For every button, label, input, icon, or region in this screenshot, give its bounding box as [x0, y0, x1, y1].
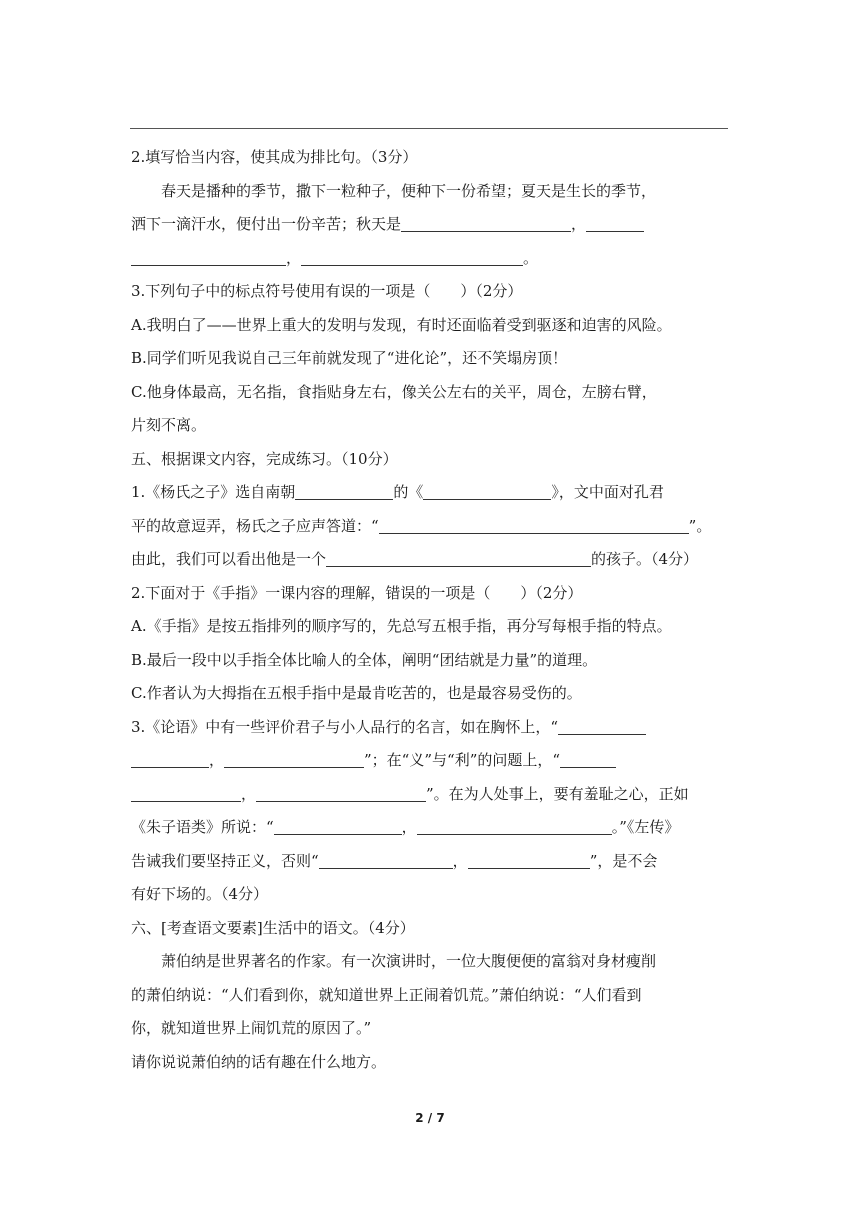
answer-blank[interactable] — [295, 481, 393, 500]
answer-blank[interactable] — [301, 247, 523, 266]
option-b: B.同学们听见我说自己三年前就发现了“进化论”，还不笑塌房顶！ — [131, 349, 568, 367]
option-c: C.他身体最高，无名指，食指贴身左右，像关公左右的关平，周仓，左膀右臂， — [131, 382, 657, 401]
question-line: 有好下场的。（4分） — [131, 885, 269, 903]
option-a: A.《手指》是按五指排列的顺序写的，先总写五根手指，再分写每根手指的特点。 — [131, 617, 672, 635]
answer-blank[interactable] — [224, 749, 364, 768]
question-line: 3.《论语》中有一些评价君子与小人品行的名言，如在胸怀上，“ — [131, 711, 731, 745]
question-title: 3.下列句子中的标点符号使用有误的一项是（ ）（2分） — [131, 282, 523, 300]
option-b: B.最后一段中以手指全体比喻人的全体，阐明“团结就是力量”的道理。 — [131, 650, 598, 669]
question-line: 由此，我们可以看出他是一个 的孩子。（4分） — [131, 550, 699, 568]
answer-blank[interactable] — [131, 783, 241, 802]
page-number: 2 / 7 — [415, 1111, 445, 1125]
question-line: 平的故意逗弄，杨氏之子应声答道：“ ”。 — [131, 516, 712, 535]
section-title: 六、[考查语文要素]生活中的语文。（4分） — [131, 918, 415, 937]
answer-blank[interactable] — [274, 816, 402, 835]
question-line: ， ”；在“义”与“利”的问题上，“ — [131, 744, 731, 778]
option-c: C.作者认为大拇指在五根手指中是最肯吃苦的，也是最容易受伤的。 — [131, 684, 582, 702]
passage-line: 你，就知道世界上闹饥荒的原因了。” — [131, 1019, 372, 1037]
question-title: 2.填写恰当内容，使其成为排比句。（3分） — [131, 148, 418, 166]
answer-blank[interactable] — [423, 481, 551, 500]
answer-blank[interactable] — [558, 716, 646, 735]
question-line: 1.《杨氏之子》选自南朝 的《 》，文中面对孔君 — [131, 483, 664, 501]
answer-blank[interactable] — [256, 783, 426, 802]
answer-blank[interactable] — [468, 850, 590, 869]
exam-page-content — [131, 141, 731, 1079]
answer-blank[interactable] — [401, 213, 571, 232]
question-title: 2.下面对于《手指》一课内容的理解，错误的一项是（ ）（2分） — [131, 583, 583, 602]
answer-blank[interactable] — [379, 515, 689, 534]
answer-blank[interactable] — [131, 247, 286, 266]
answer-blank[interactable] — [586, 213, 644, 232]
question-prompt: 请你说说萧伯纳的话有趣在什么地方。 — [131, 1052, 387, 1071]
section-title: 五、根据课文内容，完成练习。（10分） — [131, 449, 398, 468]
question-line: 《朱子语类》所说：“ ， 。”《左传》 — [131, 818, 680, 836]
passage-line: ， 。 — [131, 242, 731, 276]
passage-line: 萧伯纳是世界著名的作家。有一次演讲时，一位大腹便便的富翁对身材瘦削 — [161, 952, 657, 970]
question-line: ， ”。在为人处事上，要有羞耻之心，正如 — [131, 778, 731, 812]
option-a: A.我明白了——世界上重大的发明与发现，有时还面临着受到驱逐和迫害的风险。 — [131, 315, 672, 334]
answer-blank[interactable] — [560, 749, 616, 768]
answer-blank[interactable] — [417, 816, 612, 835]
passage-line: 洒下一滴汗水，便付出一份辛苦；秋天是 ， — [131, 208, 731, 242]
answer-blank[interactable] — [131, 749, 209, 768]
answer-blank[interactable] — [319, 850, 453, 869]
option-c-continued: 片刻不离。 — [131, 416, 207, 434]
header-rule — [130, 128, 728, 129]
question-line: 告诫我们要坚持正义，否则“ ， ”，是不会 — [131, 851, 658, 870]
passage-line: 的萧伯纳说：“人们看到你，就知道世界上正闹着饥荒。”萧伯纳说：“人们看到 — [131, 985, 642, 1004]
answer-blank[interactable] — [326, 548, 591, 567]
passage-line: 春天是播种的季节，撒下一粒种子，便种下一份希望；夏天是生长的季节， — [161, 181, 657, 200]
